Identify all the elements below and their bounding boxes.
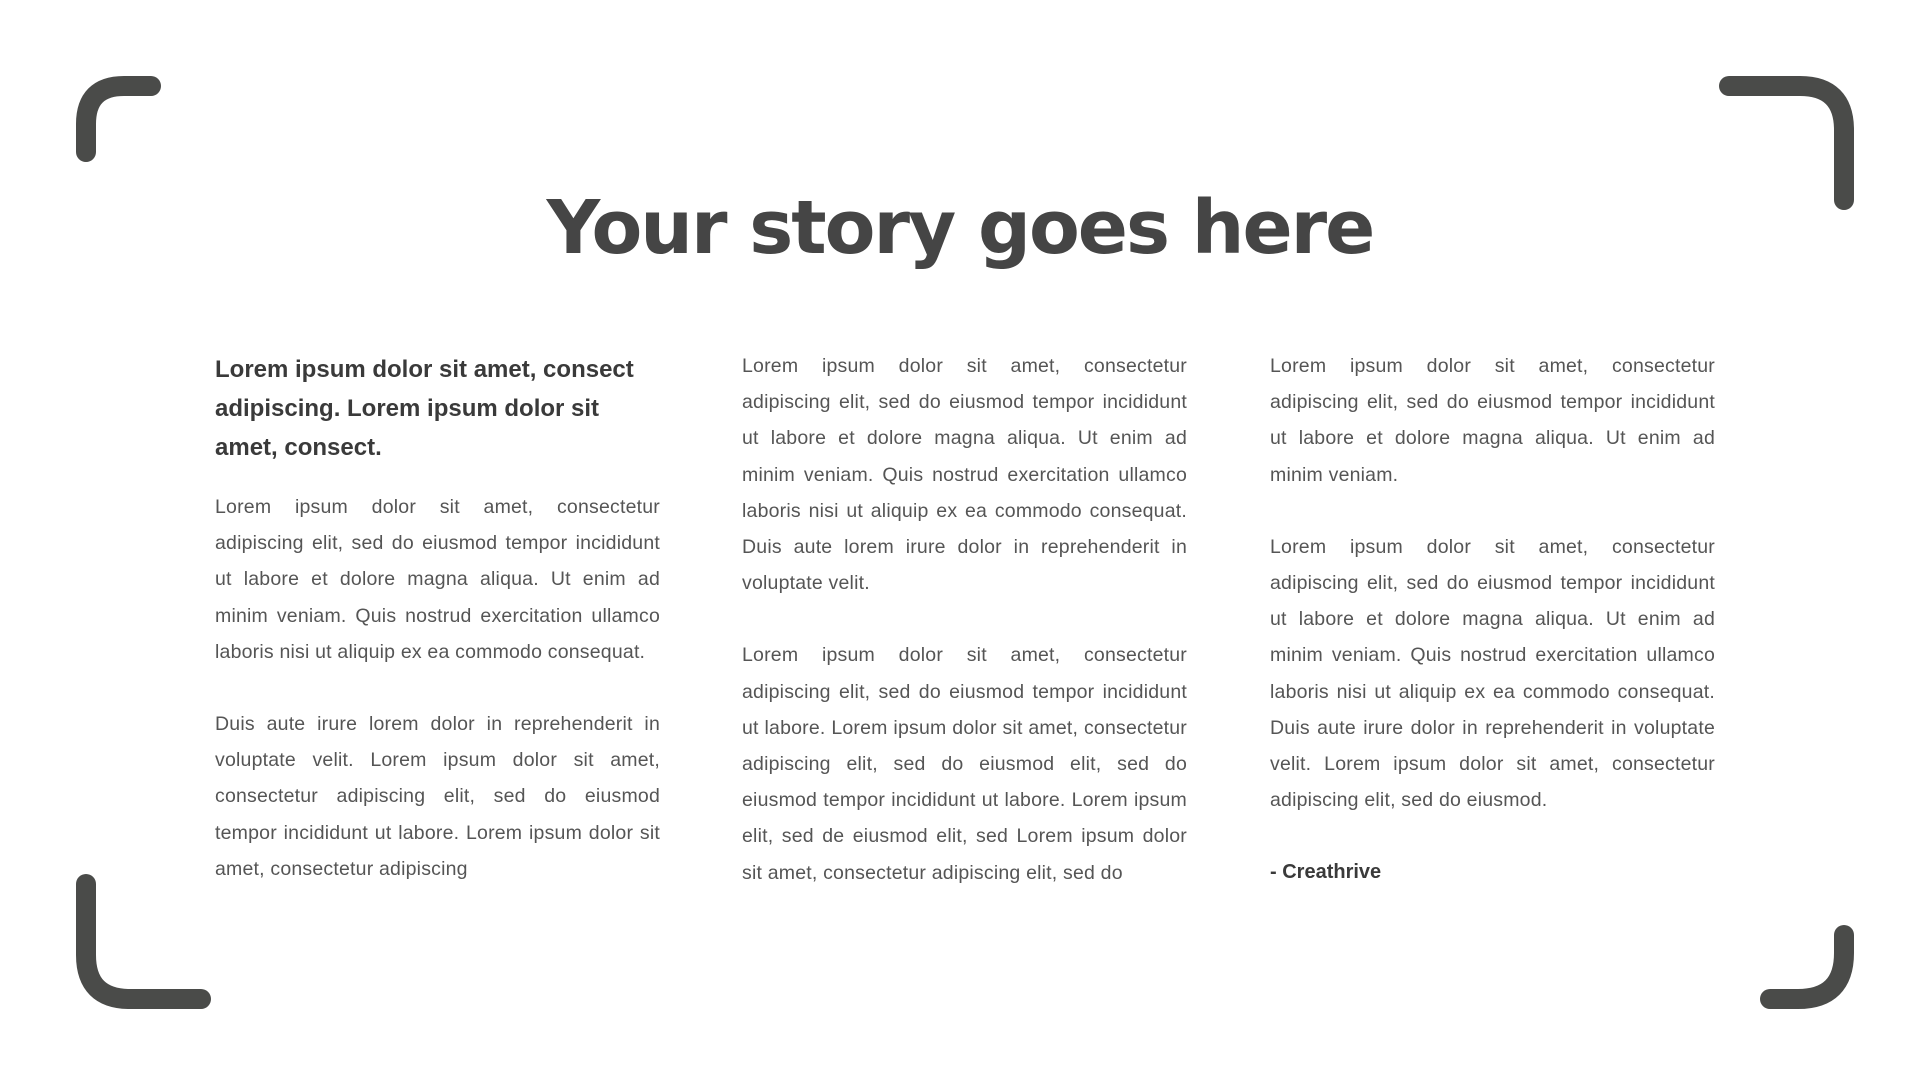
text-column-2: [742, 348, 1187, 927]
page-title: Your story goes here: [546, 185, 1374, 271]
column-1-paragraph-1: Lorem ipsum dolor sit amet, consectetur adipiscing elit, sed do eiusmod tempor incididunt ut labore et dolore magna aliqua. Ut enim ad minim veniam. Quis nostrud exercitation ullamco laboris nisi ut aliquip ex ea commodo consequat.: [215, 496, 660, 663]
corner-bracket-bottom-left: [0, 850, 240, 1080]
author-signature: - Creathrive: [1270, 861, 1382, 884]
column-2-paragraph-2: Lorem ipsum dolor sit amet, consectetur adipiscing elit, sed do eiusmod tempor incididunt ut labore. Lorem ipsum dolor sit amet, consectetur adipiscing elit, sed do eiusmod elit, sed do eiusmod tempor incididunt ut labore. Lorem ipsum elit, sed de eiusmod elit, sed Lorem ipsum dolor sit amet, consectetur adipiscing elit, sed do: [742, 644, 1187, 884]
column-3-paragraph-2: Lorem ipsum dolor sit amet, consectetur adipiscing elit, sed do eiusmod tempor incididunt ut labore et dolore magna aliqua. Ut enim ad minim veniam. Quis nostrud exercitation ullamco laboris nisi ut aliquip ex ea commodo consequat. Duis aute irure dolor in reprehenderit in voluptate velit. Lorem ipsum dolor sit amet, consectetur adipiscing elit, sed do eiusmod.: [1270, 535, 1715, 812]
column-3-paragraph-1: Lorem ipsum dolor sit amet, consectetur adipiscing elit, sed do eiusmod tempor incididunt ut labore et dolore magna aliqua. Ut enim ad minim veniam.: [1270, 355, 1715, 486]
column-2-paragraph-1: Lorem ipsum dolor sit amet, consectetur adipiscing elit, sed do eiusmod tempor incididunt ut labore et dolore magna aliqua. Ut enim ad minim veniam. Quis nostrud exercitation ullamco laboris nisi ut aliquip ex ea commodo consequat. Duis aute lorem irure dolor in reprehenderit in voluptate velit.: [742, 355, 1187, 595]
corner-bracket-bottom-right: [1740, 900, 1920, 1080]
text-column-1: [215, 350, 660, 923]
corner-bracket-top-left-stroke: [86, 86, 151, 152]
corner-bracket-top-left: [0, 0, 200, 200]
corner-bracket-bottom-right-stroke: [1770, 935, 1844, 999]
text-column-3: [1270, 348, 1715, 890]
column-1-lead: Lorem ipsum dolor sit amet, consect adipiscing. Lorem ipsum dolor sit amet, consect.: [215, 356, 634, 461]
column-1-paragraph-2: Duis aute irure lorem dolor in reprehenderit in voluptate velit. Lorem ipsum dolor sit amet, consectetur adipiscing elit, sed do eiusmod tempor incididunt ut labore. Lorem ipsum dolor sit amet, consectetur adipiscing: [215, 713, 660, 880]
corner-bracket-bottom-left-stroke: [86, 884, 201, 999]
